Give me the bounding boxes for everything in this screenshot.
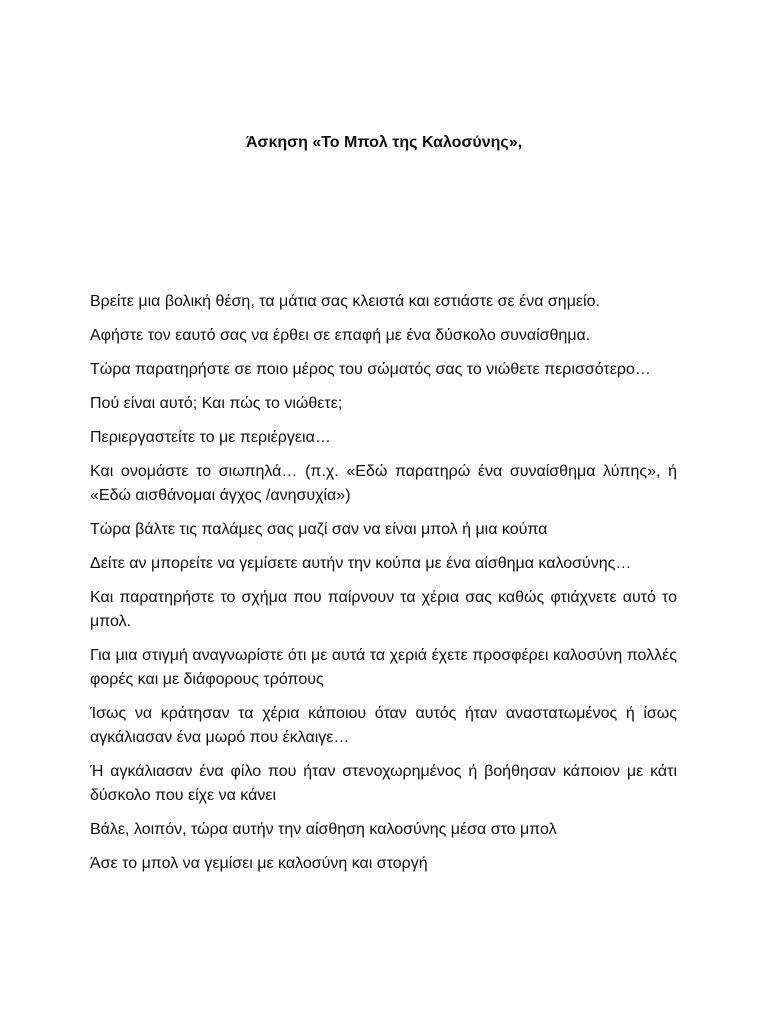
paragraph: Πού είναι αυτό; Και πώς το νιώθετε;: [90, 395, 343, 412]
paragraph: Και ονομάστε το σιωπηλά… (π.χ. «Εδώ παρατηρώ ένα συναίσθημα λύπης», ή «Εδώ αισθάνομαι άγχος /ανησυχία»): [90, 463, 677, 504]
paragraph: Αφήστε τον εαυτό σας να έρθει σε επαφή με ένα δύσκολο συναίσθημα.: [90, 327, 591, 344]
paragraph: Ή αγκάλιασαν ένα φίλο που ήταν στενοχωρημένος ή βοήθησαν κάποιον με κάτι δύσκολο που είχε να κάνει: [90, 763, 677, 804]
paragraph: Βάλε, λοιπόν, τώρα αυτήν την αίσθηση καλοσύνης μέσα στο μπολ: [90, 821, 557, 838]
paragraph: Άσε το μπολ να γεμίσει με καλοσύνη και στοργή: [90, 855, 428, 872]
paragraph: Για μια στιγμή αναγνωρίστε ότι με αυτά τα χεριά έχετε προσφέρει καλοσύνη πολλές φορές και με διάφορους τρόπους: [90, 647, 677, 688]
paragraph: Τώρα παρατηρήστε σε ποιο μέρος του σώματός σας το νιώθετε περισσότερο…: [90, 361, 651, 378]
paragraph: Τώρα βάλτε τις παλάμες σας μαζί σαν να είναι μπολ ή μια κούπα: [90, 521, 548, 538]
paragraph: Και παρατηρήστε το σχήμα που παίρνουν τα χέρια σας καθώς φτιάχνετε αυτό το μπολ.: [90, 589, 677, 630]
paragraph: Ίσως να κράτησαν τα χέρια κάποιου όταν αυτός ήταν αναστατωμένος ή ίσως αγκάλιασαν ένα μωρό που έκλαιγε…: [90, 705, 677, 746]
document-body: [90, 290, 677, 886]
paragraph: Βρείτε μια βολική θέση, τα μάτια σας κλειστά και εστιάστε σε ένα σημείο.: [90, 293, 600, 310]
document-title: Άσκηση «Το Μπολ της Καλοσύνης»,: [245, 134, 523, 151]
paragraph: Δείτε αν μπορείτε να γεμίσετε αυτήν την κούπα με ένα αίσθημα καλοσύνης…: [90, 555, 632, 572]
paragraph: Περιεργαστείτε το με περιέργεια…: [90, 429, 331, 446]
